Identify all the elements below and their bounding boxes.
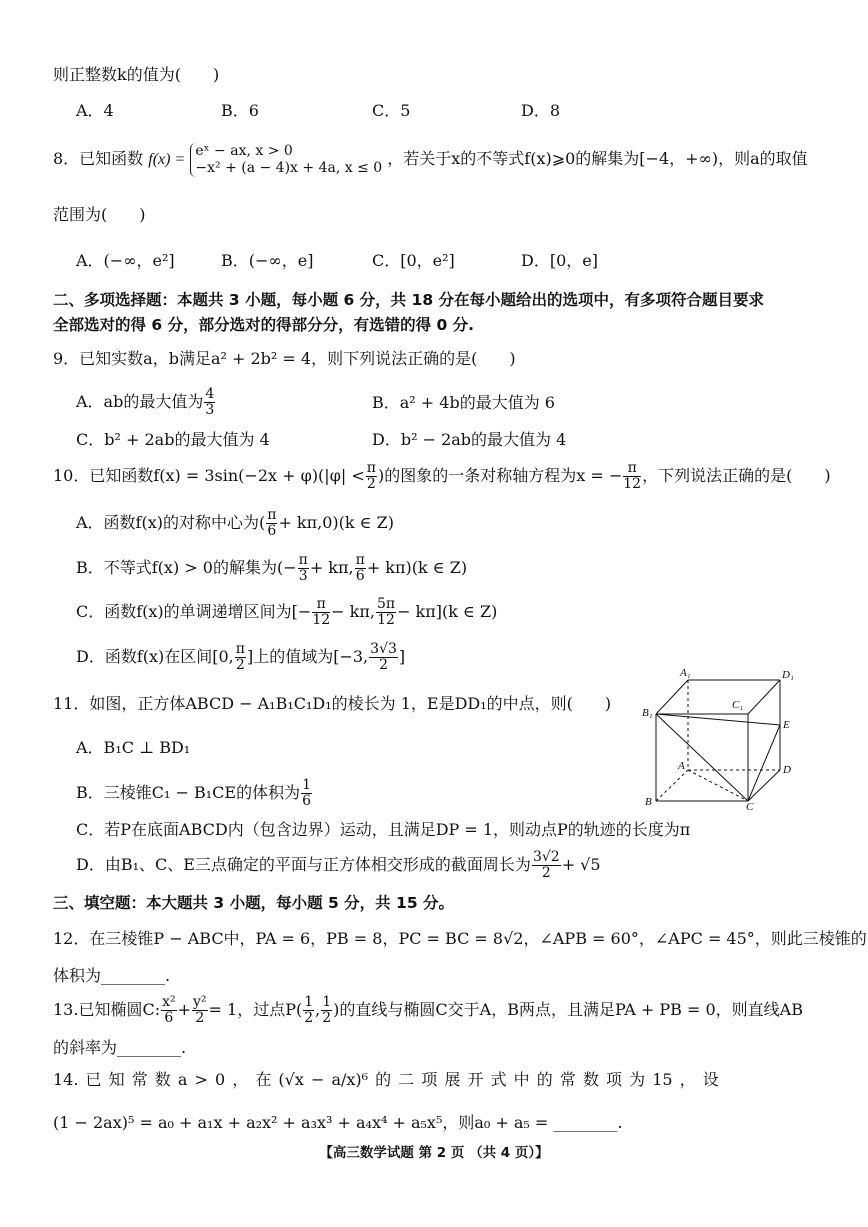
q10-option-c-post: − kπ](k ∈ Z) <box>397 602 498 621</box>
label-e: E <box>783 719 790 731</box>
q13-comma: , <box>315 1000 321 1019</box>
fraction-numerator: 5π <box>376 596 396 612</box>
fraction-numerator: y² <box>193 994 207 1010</box>
fraction-denominator: 3 <box>298 568 308 584</box>
fraction-denominator: 12 <box>623 476 642 492</box>
cube-figure <box>640 666 800 811</box>
q13-fraction-px <box>303 995 314 1026</box>
q11-stem: 11．如图，正方体ABCD − A₁B₁C₁D₁的棱长为 1，E是DD₁的中点，则( ) <box>53 694 612 713</box>
q9-option-a-text: A．ab的最大值为 <box>76 392 204 411</box>
q9-option-a <box>76 384 216 420</box>
q7-option-a: A．4 <box>76 101 114 120</box>
q9-option-c: C．b² + 2ab的最大值为 4 <box>76 430 270 449</box>
q8-stem-2: 范围为( ) <box>53 205 146 224</box>
q10-option-d-pre: D．函数f(x)在区间[0, <box>76 647 234 666</box>
fraction-denominator: 2 <box>322 1010 332 1026</box>
q13-post: )的直线与椭圆C交于A，B两点，且满足PA + PB = 0，则直线AB <box>333 1000 803 1019</box>
q11-option-a: A．B₁C ⊥ BD₁ <box>76 738 191 757</box>
segment-b1-e <box>656 714 780 725</box>
fraction-numerator: π <box>623 461 641 477</box>
label-b: B <box>645 796 652 808</box>
q14-line-2: (1 − 2ax)⁵ = a₀ + a₁x + a₂x² + a₃x³ + a₄x⁴ + a₅x⁵，则a₀ + a₅ = ________. <box>53 1113 623 1132</box>
q10-option-d-mid: ]上的值域为[−3, <box>246 647 369 666</box>
q12-line-2: 体积为________. <box>53 966 171 985</box>
page-footer: 【高三数学试题 第 2 页 （共 4 页）】 <box>319 1145 549 1161</box>
q10-option-b-fraction-2 <box>355 553 366 584</box>
q10-option-c-pre: C．函数f(x)的单调递增区间为[− <box>76 602 312 621</box>
q10-option-b-mid: + kπ, <box>309 558 354 577</box>
q11-option-d-post: + √5 <box>561 855 601 874</box>
fraction-numerator: 1 <box>302 777 312 793</box>
label-a1: A₁ <box>680 667 691 679</box>
section2-heading-1: 二、多项选择题：本题共 3 小题，每小题 6 分，共 18 分在每小题给出的选项中，有多项符合题目要求 <box>53 291 765 309</box>
q13-fraction-y <box>192 995 208 1026</box>
fraction-denominator: 6 <box>267 523 277 539</box>
fraction-numerator: 3√2 <box>532 849 560 865</box>
fraction-denominator: 2 <box>235 657 245 673</box>
label-d1: D₁ <box>782 669 794 681</box>
q10-option-d-fraction-1 <box>235 642 246 673</box>
q11-option-b <box>76 775 313 811</box>
label-d: D <box>783 764 791 776</box>
q8-piecewise <box>190 143 382 177</box>
edge-b-a <box>656 770 688 801</box>
fraction-numerator: 1 <box>322 994 332 1010</box>
edge-c-d <box>748 770 780 801</box>
q10-option-a <box>76 505 394 541</box>
fraction-denominator: 6 <box>302 793 312 809</box>
q10-stem-post: ，下列说法正确的是( ) <box>642 466 831 485</box>
q10-option-a-pre: A．函数f(x)的对称中心为( <box>76 513 266 532</box>
q10-option-a-fraction <box>266 508 277 539</box>
fraction-denominator: 12 <box>312 612 331 628</box>
fraction-numerator: 4 <box>205 386 215 402</box>
q13-pre: 13.已知椭圆C: <box>53 1000 161 1019</box>
label-a: A <box>678 760 685 772</box>
q7-option-c: C．5 <box>372 101 411 120</box>
q8-stem <box>53 142 808 177</box>
q8-option-d: D．[0，e] <box>521 251 598 270</box>
q10-option-a-post: + kπ,0)(k ∈ Z) <box>278 513 394 532</box>
q8-option-a: A．(−∞，e²] <box>76 251 175 270</box>
q10-option-b-fraction-1 <box>298 553 309 584</box>
fraction-denominator: 2 <box>379 657 388 673</box>
q8-number: 8．已知函数 <box>53 149 144 168</box>
q7-stem: 则正整数k的值为( ) <box>53 65 220 84</box>
q13-plus: + <box>177 1000 192 1019</box>
q10-option-d-fraction-2 <box>369 642 398 673</box>
q10-stem-fraction-1 <box>366 461 377 492</box>
q13-fraction-py <box>321 995 332 1026</box>
q12-line-1: 12．在三棱锥P − ABC中，PA = 6，PB = 8，PC = BC = 8√2，∠APB = 60°，∠APC = 45°，则此三棱锥的 <box>53 929 867 948</box>
fraction-numerator: π <box>267 507 277 523</box>
q10-option-b-post: + kπ)(k ∈ Z) <box>366 558 468 577</box>
fraction-numerator: π <box>355 552 365 568</box>
q8-case-2: −x² + (a − 4)x + 4a, x ≤ 0 <box>195 159 383 176</box>
q8-option-c: C．[0，e²] <box>372 251 455 270</box>
q8-option-b: B．(−∞，e] <box>221 251 314 270</box>
q10-option-d <box>76 639 405 675</box>
section3-heading: 三、填空题：本大题共 3 小题，每小题 5 分，共 15 分。 <box>53 894 455 912</box>
q13-fraction-x <box>161 995 177 1026</box>
fraction-numerator: π <box>366 460 376 476</box>
edge-b1-a1 <box>656 680 688 714</box>
segment-c-e <box>748 725 780 801</box>
label-c1: C₁ <box>732 699 744 711</box>
q10-option-c <box>76 594 497 630</box>
label-c: C <box>746 801 754 811</box>
fraction-denominator: 2 <box>366 476 376 492</box>
q9-option-b: B．a² + 4b的最大值为 6 <box>372 393 555 412</box>
q7-option-d: D．8 <box>521 101 561 120</box>
fraction-denominator: 6 <box>164 1010 174 1026</box>
section2-heading-2: 全部选对的得 6 分，部分选对的得部分分，有选错的得 0 分. <box>53 316 475 334</box>
q10-stem-mid: )的图象的一条对称轴方程为x = − <box>377 466 623 485</box>
fraction-numerator: π <box>298 552 308 568</box>
q11-option-d-pre: D．由B₁、C、E三点确定的平面与正方体相交形成的截面周长为 <box>76 855 531 874</box>
q9-stem: 9．已知实数a，b满足a² + 2b² = 4，则下列说法正确的是( ) <box>53 349 516 368</box>
q10-option-d-post: ] <box>398 647 406 666</box>
fraction-denominator: 12 <box>377 612 395 628</box>
fraction-numerator: π <box>312 597 330 613</box>
fraction-denominator: 3 <box>205 402 215 418</box>
fraction-denominator: 6 <box>355 568 365 584</box>
q10-option-b-pre: B．不等式f(x) > 0的解集为(− <box>76 558 297 577</box>
fraction-numerator: 1 <box>304 994 314 1010</box>
q8-case-1: eˣ − ax, x > 0 <box>195 142 293 159</box>
q8-func: f(x) = <box>148 151 186 168</box>
fraction-numerator: 3√3 <box>370 641 397 657</box>
q10-option-c-fraction-1 <box>312 597 330 628</box>
q13-mid: = 1，过点P( <box>208 1000 303 1019</box>
q10-stem <box>53 458 831 494</box>
q13-line-2: 的斜率为________. <box>53 1038 187 1057</box>
q7-option-b: B．6 <box>221 101 259 120</box>
fraction-numerator: x² <box>162 994 176 1010</box>
q8-tail: ，若关于x的不等式f(x)⩾0的解集为[−4，+∞)，则a的取值 <box>387 149 808 168</box>
q11-option-d <box>76 847 601 883</box>
q11-option-c: C．若P在底面ABCD内（包含边界）运动，且满足DP = 1，则动点P的轨迹的长度为π <box>76 820 691 839</box>
label-b1: B₁ <box>642 707 653 719</box>
q9-option-a-fraction <box>204 387 215 418</box>
q10-stem-fraction-2 <box>623 461 641 492</box>
fraction-denominator: 2 <box>304 1010 314 1026</box>
segment-a-c <box>688 770 748 801</box>
fraction-denominator: 2 <box>541 865 551 881</box>
q10-option-c-fraction-2 <box>376 597 396 628</box>
q11-option-b-fraction <box>301 778 312 809</box>
q10-option-c-mid: − kπ, <box>331 602 375 621</box>
q11-option-b-pre: B．三棱锥C₁ − B₁CE的体积为 <box>76 783 301 802</box>
q10-stem-pre: 10．已知函数f(x) = 3sin(−2x + φ)(|φ| < <box>53 466 365 485</box>
q10-option-b <box>76 550 467 586</box>
q13-line-1 <box>53 992 803 1028</box>
fraction-denominator: 2 <box>195 1010 205 1026</box>
q9-option-d: D．b² − 2ab的最大值为 4 <box>372 430 567 449</box>
q11-option-d-fraction <box>532 850 561 881</box>
fraction-numerator: π <box>235 641 245 657</box>
edge-c1-d1 <box>748 680 780 714</box>
q14-line-1: 14. 已 知 常 数 a > 0 ， 在 (√x − a/x)⁶ 的 二 项 展 开 式 中 的 常 数 项 为 15 ， 设 <box>53 1070 719 1089</box>
